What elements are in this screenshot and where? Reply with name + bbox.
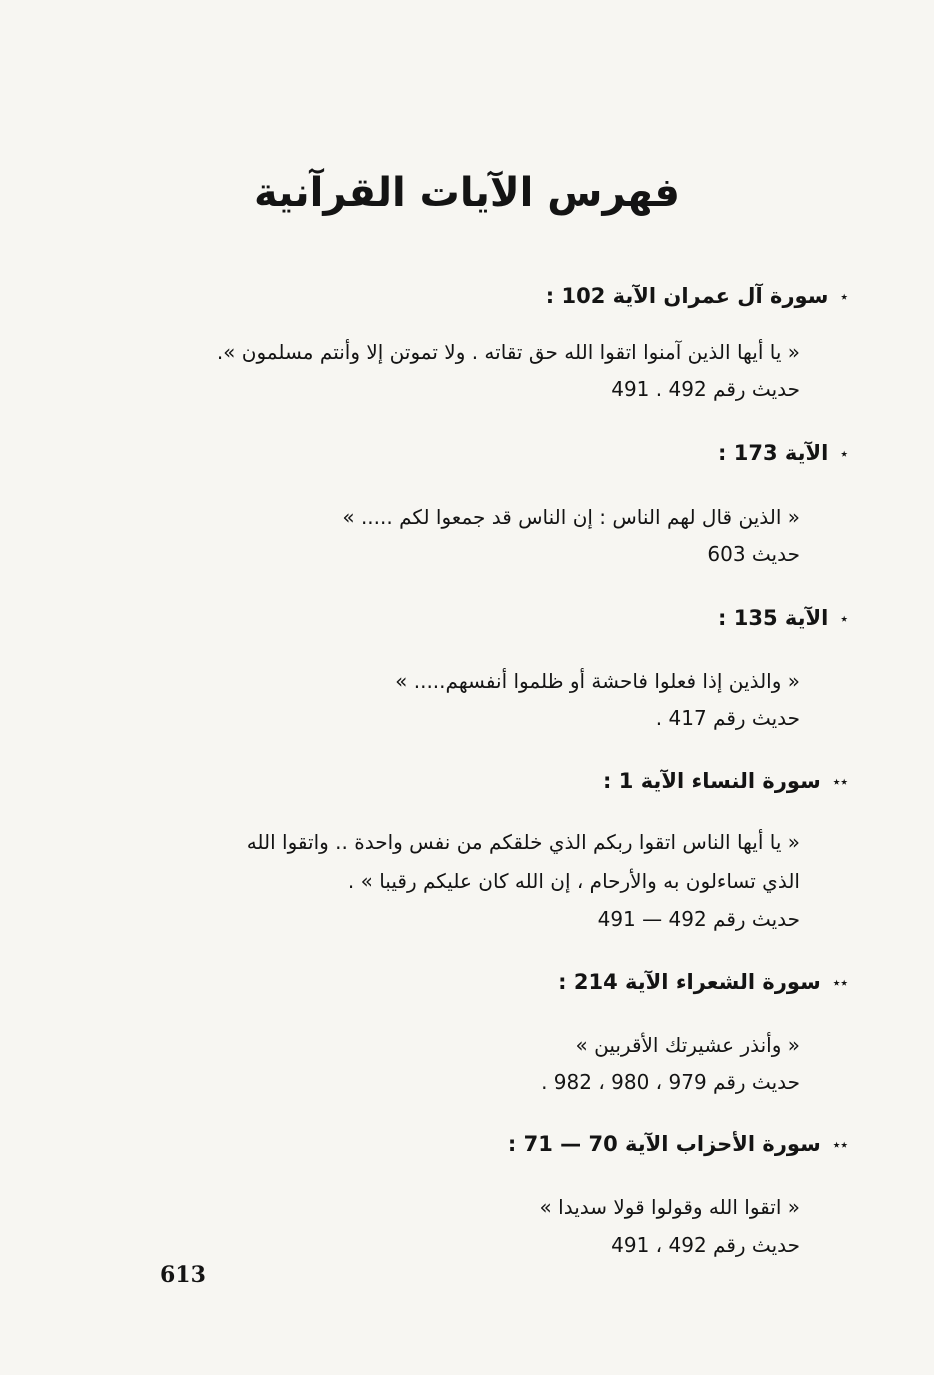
bullet-marker: ٭ — [840, 289, 848, 305]
hadith-reference: حديث رقم 492 — 491 — [597, 907, 800, 931]
surah-heading: سورة الشعراء الآية 214 : — [558, 970, 821, 994]
entry-heading — [718, 441, 848, 465]
verse-text: « والذين إذا فعلوا فاحشة أو ظلموا أنفسهم..... » — [395, 669, 800, 693]
surah-heading: سورة آل عمران الآية 102 : — [545, 284, 829, 308]
verse-text: الذي تساءلون به والأرحام ، إن الله كان عليكم رقيبا » . — [347, 869, 800, 893]
bullet-marker: ٭٭ — [832, 1137, 848, 1153]
hadith-reference: حديث رقم 979 ، 980 ، 982 . — [541, 1070, 800, 1094]
bullet-marker: ٭٭ — [832, 975, 848, 991]
verse-text: « وأنذر عشيرتك الأقربين » — [575, 1033, 800, 1057]
entry-heading — [718, 606, 848, 630]
surah-heading: سورة النساء الآية 1 : — [603, 769, 821, 793]
bullet-marker: ٭ — [840, 446, 848, 462]
page-number: 613 — [160, 1262, 206, 1288]
bullet-marker: ٭ — [840, 611, 848, 627]
bullet-marker: ٭٭ — [832, 774, 848, 790]
entry-heading — [546, 284, 848, 308]
surah-heading: سورة الأحزاب الآية 70 — 71 : — [507, 1132, 821, 1156]
entry-heading — [508, 1132, 848, 1156]
page-title: فهرس الآيات القرآنية — [254, 170, 680, 216]
verse-text: « اتقوا الله وقولوا قولا سديدا » — [539, 1195, 800, 1219]
entry-heading — [603, 769, 848, 793]
hadith-reference: حديث رقم 492 ، 491 — [611, 1233, 800, 1257]
verse-text: « الذين قال لهم الناس : إن الناس قد جمعوا لكم ..... » — [342, 505, 800, 529]
entry-heading — [558, 970, 848, 994]
hadith-reference: حديث 603 — [707, 542, 800, 566]
verse-heading: الآية 173 : — [718, 441, 829, 465]
hadith-reference: حديث رقم 492 . 491 — [611, 377, 800, 401]
hadith-reference: حديث رقم 417 . — [655, 706, 800, 730]
verse-text: « يا أيها الناس اتقوا ربكم الذي خلقكم من نفس واحدة .. واتقوا الله — [246, 830, 800, 854]
verse-heading: الآية 135 : — [718, 606, 829, 630]
verse-text: « يا أيها الذين آمنوا اتقوا الله حق تقاته . ولا تموتن إلا وأنتم مسلمون ». — [216, 340, 800, 364]
